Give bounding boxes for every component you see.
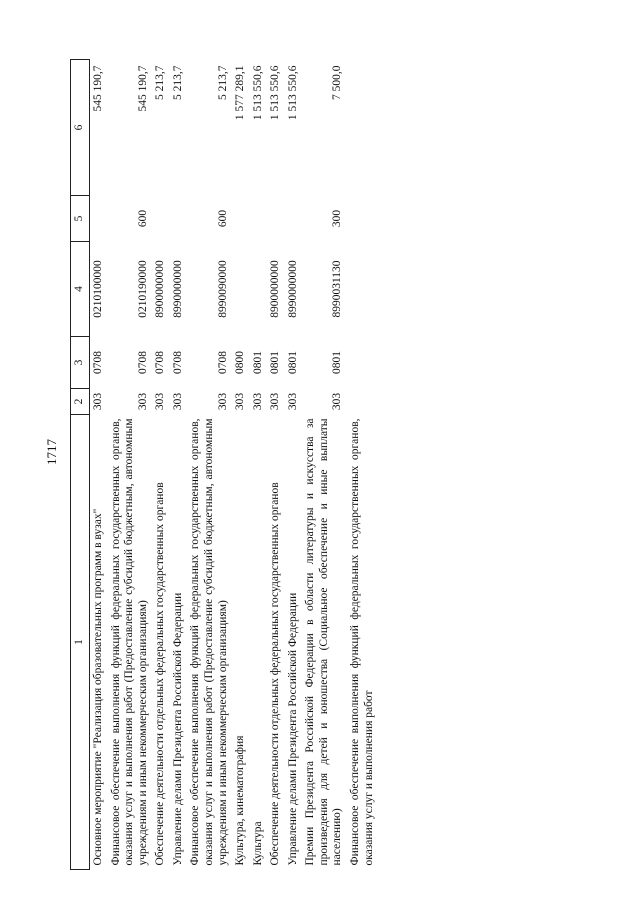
column-header: 4 <box>71 242 90 337</box>
row-expense-type <box>90 196 108 242</box>
row-code <box>347 389 378 415</box>
row-expense-type <box>170 196 188 242</box>
row-expense-type <box>285 196 303 242</box>
row-amount: 1 513 550,6 <box>251 65 264 121</box>
row-expense-type: 600 <box>216 209 229 228</box>
table-row <box>267 60 285 870</box>
row-amount: 545 190,7 <box>92 65 104 112</box>
row-section-code: 0708 <box>216 351 229 374</box>
row-section-code <box>347 337 378 389</box>
row-section-code: 0801 <box>269 351 282 374</box>
table-row <box>250 60 268 870</box>
row-section-code: 0800 <box>234 351 247 374</box>
row-code: 303 <box>92 392 104 411</box>
row-target-code: 0210190000 <box>136 260 149 318</box>
row-expense-type <box>232 196 250 242</box>
row-amount: 1 513 550,6 <box>269 65 282 121</box>
row-code: 303 <box>269 392 282 411</box>
row-code: 303 <box>216 392 229 411</box>
row-target-code: 8990000000 <box>171 260 184 318</box>
row-code: 303 <box>251 392 264 411</box>
column-header: 6 <box>71 60 90 196</box>
row-code: 303 <box>171 392 184 411</box>
page-number: 1717 <box>44 439 59 465</box>
row-amount: 5 213,7 <box>171 65 184 100</box>
row-amount: 545 190,7 <box>136 65 149 112</box>
row-target-code: 8990031130 <box>331 260 344 318</box>
column-header: 5 <box>71 196 90 242</box>
budget-table-container <box>70 60 590 870</box>
table-row <box>347 60 378 870</box>
row-name: Финансовое обеспечение выполнения функций федеральных государственных органов, оказания услуг и выполнения работ (Предоставление субсидий бюджетным, автономным учреждениям и иным некоммерческим организациям) <box>189 418 229 866</box>
row-amount: 1 577 289,1 <box>234 65 247 121</box>
row-name: Основное мероприятие "Реализация образовательных программ в вузах" <box>92 508 104 866</box>
row-amount: 1 513 550,6 <box>286 65 299 121</box>
row-expense-type: 300 <box>331 209 344 228</box>
row-expense-type <box>152 196 170 242</box>
row-name: Финансовое обеспечение выполнения функций федеральных государственных органов, оказания услуг и выполнения работ <box>349 418 375 866</box>
row-name: Управление делами Президента Российской Федерации <box>286 592 299 866</box>
row-target-code <box>347 242 378 337</box>
budget-table <box>70 59 378 870</box>
table-row <box>170 60 188 870</box>
row-name: Культура, кинематография <box>234 735 247 866</box>
table-row <box>187 60 232 870</box>
table-row <box>285 60 303 870</box>
row-expense-type <box>250 196 268 242</box>
table-row <box>90 60 108 870</box>
row-name: Финансовое обеспечение выполнения функций федеральных государственных органов, оказания услуг и выполнения работ (Предоставление субсидий бюджетным, автономным учреждениям и иным некоммерческим организациям) <box>109 418 149 866</box>
row-section-code: 0708 <box>154 351 167 374</box>
row-name: Премии Президента Российской Федерации в области литературы и искусства за произведения для детей и юношества (Социальное обеспечение и иные выплаты населению) <box>304 418 344 866</box>
row-target-code: 8990090000 <box>216 260 229 318</box>
row-name: Обеспечение деятельности отдельных федеральных государственных органов <box>269 482 282 866</box>
row-section-code: 0801 <box>251 351 264 374</box>
table-row <box>232 60 250 870</box>
row-amount: 5 213,7 <box>154 65 167 100</box>
row-name: Обеспечение деятельности отдельных федеральных государственных органов <box>154 482 167 866</box>
row-code: 303 <box>331 392 344 411</box>
row-section-code: 0708 <box>92 351 104 374</box>
row-expense-type: 600 <box>136 209 149 228</box>
row-target-code <box>232 242 250 337</box>
row-section-code: 0801 <box>286 351 299 374</box>
row-amount: 7 500,0 <box>331 65 344 100</box>
row-name: Управление делами Президента Российской Федерации <box>171 592 184 866</box>
row-target-code: 8900000000 <box>154 260 167 318</box>
table-header-row <box>71 60 90 870</box>
column-header: 3 <box>71 337 90 389</box>
table-row <box>108 60 153 870</box>
row-section-code: 0801 <box>331 351 344 374</box>
column-header: 2 <box>71 389 90 415</box>
row-target-code: 8900000000 <box>269 260 282 318</box>
row-target-code: 0210100000 <box>92 260 104 318</box>
row-section-code: 0708 <box>171 351 184 374</box>
row-section-code: 0708 <box>136 351 149 374</box>
row-target-code: 8990000000 <box>286 260 299 318</box>
row-code: 303 <box>136 392 149 411</box>
column-header: 1 <box>71 415 90 870</box>
row-expense-type <box>267 196 285 242</box>
row-target-code <box>250 242 268 337</box>
row-code: 303 <box>286 392 299 411</box>
row-expense-type <box>347 196 378 242</box>
table-body <box>90 60 379 870</box>
row-amount <box>347 60 378 196</box>
row-code: 303 <box>234 392 247 411</box>
row-name: Культура <box>251 821 264 866</box>
row-code: 303 <box>154 392 167 411</box>
row-amount: 5 213,7 <box>216 65 229 100</box>
table-row <box>302 60 347 870</box>
table-row <box>152 60 170 870</box>
